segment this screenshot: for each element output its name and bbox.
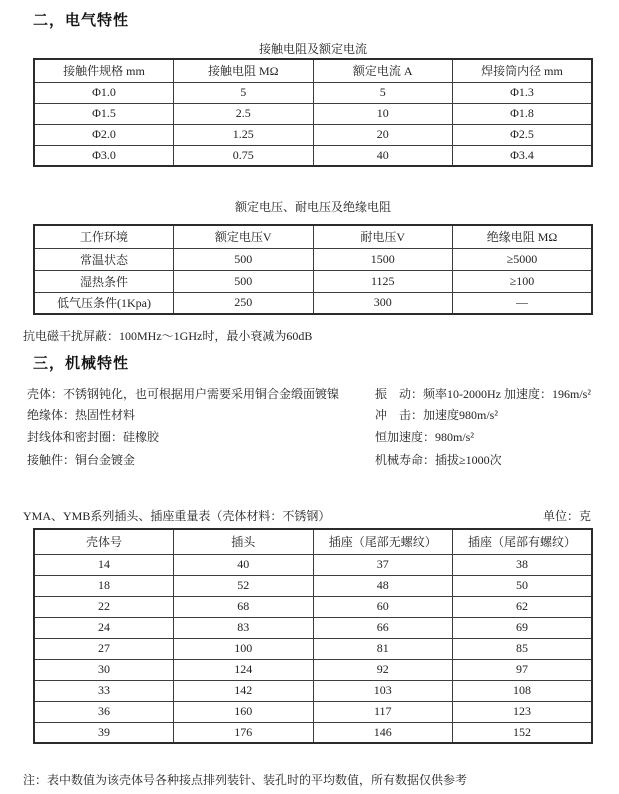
table-row <box>34 145 592 166</box>
weight-table-body <box>34 554 592 743</box>
table-cell: 22 <box>34 596 174 617</box>
table-cell: 低气压条件(1Kpa) <box>34 292 174 314</box>
table-cell: 52 <box>174 575 314 596</box>
table-row <box>34 82 592 103</box>
table-cell: 85 <box>453 638 593 659</box>
table-header-row <box>34 529 592 554</box>
voltage-insulation-table-body <box>34 248 592 314</box>
unit-label: 单位：克 <box>542 509 591 523</box>
voltage-table-caption: 额定电压、耐电压及绝缘电阻 <box>234 200 391 214</box>
table-cell: 30 <box>34 659 174 680</box>
table-cell: 176 <box>174 722 314 743</box>
table-cell: Φ1.3 <box>453 82 593 103</box>
table-cell: ≥100 <box>453 270 593 292</box>
table-cell: 124 <box>174 659 314 680</box>
table-cell: Φ1.5 <box>34 103 174 124</box>
table-header-row <box>34 225 592 248</box>
table-cell: 27 <box>34 638 174 659</box>
table-cell: 500 <box>174 270 314 292</box>
header-cell: 耐电压V <box>313 225 453 248</box>
table-cell: 40 <box>174 554 314 575</box>
table-row <box>34 722 592 743</box>
spec-line: 恒加速度：980m/s² <box>375 430 474 444</box>
table-row <box>34 292 592 314</box>
table-row <box>34 575 592 596</box>
header-cell: 插座（尾部无螺纹） <box>313 529 453 554</box>
table-cell: 24 <box>34 617 174 638</box>
spec-line: 壳体：不锈钢钝化，也可根据用户需要采用铜合金缎面镀镍 <box>27 387 340 401</box>
table-row <box>34 680 592 701</box>
header-cell: 额定电流 A <box>313 59 453 82</box>
voltage-insulation-table <box>33 224 593 315</box>
header-cell: 绝缘电阻 MΩ <box>453 225 593 248</box>
spec-line: 冲 击：加速度980m/s² <box>375 408 498 422</box>
header-cell: 接触电阻 MΩ <box>174 59 314 82</box>
header-cell: 插头 <box>174 529 314 554</box>
spec-line: 机械寿命：插拔≥1000次 <box>375 453 502 467</box>
contact-resistance-table <box>33 58 593 167</box>
spec-line: 封线体和密封圈：硅橡胶 <box>27 430 160 444</box>
table-cell: Φ1.8 <box>453 103 593 124</box>
table-row <box>34 248 592 270</box>
header-cell: 工作环境 <box>34 225 174 248</box>
table-cell: — <box>453 292 593 314</box>
table-cell: 48 <box>313 575 453 596</box>
table-cell: 37 <box>313 554 453 575</box>
table-cell: Φ3.4 <box>453 145 593 166</box>
table-row <box>34 617 592 638</box>
table-cell: 92 <box>313 659 453 680</box>
table-cell: 湿热条件 <box>34 270 174 292</box>
spec-line: 接触件：铜台金镀金 <box>27 453 136 467</box>
header-cell: 焊接筒内径 mm <box>453 59 593 82</box>
table-cell: 103 <box>313 680 453 701</box>
table-row <box>34 659 592 680</box>
section-title-mechanical: 三，机械特性 <box>33 355 130 372</box>
table-cell: ≥5000 <box>453 248 593 270</box>
spec-line: 振 动：频率10-2000Hz 加速度：196m/s² <box>375 387 591 401</box>
table-cell: Φ1.0 <box>34 82 174 103</box>
table-cell: 60 <box>313 596 453 617</box>
table-cell: 20 <box>313 124 453 145</box>
header-cell: 插座（尾部有螺纹） <box>453 529 593 554</box>
table-cell: 160 <box>174 701 314 722</box>
table-cell: 117 <box>313 701 453 722</box>
table-cell: 250 <box>174 292 314 314</box>
table-cell: 5 <box>313 82 453 103</box>
table-row <box>34 270 592 292</box>
contact-resistance-table-body <box>34 82 592 166</box>
table-cell: 1125 <box>313 270 453 292</box>
table-cell: Φ3.0 <box>34 145 174 166</box>
table-row <box>34 638 592 659</box>
table-row <box>34 124 592 145</box>
table-cell: 500 <box>174 248 314 270</box>
material-spec-list <box>27 384 367 470</box>
table-cell: 50 <box>453 575 593 596</box>
header-cell: 额定电压V <box>174 225 314 248</box>
table-cell: 123 <box>453 701 593 722</box>
table-cell: 100 <box>174 638 314 659</box>
table-cell: Φ2.0 <box>34 124 174 145</box>
contact-resistance-table-caption: 接触电阻及额定电流 <box>258 42 367 56</box>
table-row <box>34 103 592 124</box>
table-cell: 40 <box>313 145 453 166</box>
table-cell: 300 <box>313 292 453 314</box>
table-cell: 18 <box>34 575 174 596</box>
emc-shielding-note: 抗电磁干扰屏蔽：100MHz～1GHz时，最小衰减为60dB <box>23 329 313 343</box>
table-cell: 108 <box>453 680 593 701</box>
table-cell: 66 <box>313 617 453 638</box>
table-cell: 5 <box>174 82 314 103</box>
table-row <box>34 554 592 575</box>
spec-line: 绝缘体：热固性材料 <box>27 408 136 422</box>
table-cell: 10 <box>313 103 453 124</box>
table-cell: 常温状态 <box>34 248 174 270</box>
header-cell: 接触件规格 mm <box>34 59 174 82</box>
table-cell: 36 <box>34 701 174 722</box>
table-cell: 68 <box>174 596 314 617</box>
table-cell: 81 <box>313 638 453 659</box>
mechanical-spec-list <box>375 384 610 470</box>
table-cell: 14 <box>34 554 174 575</box>
table-cell: 0.75 <box>174 145 314 166</box>
table-cell: 1500 <box>313 248 453 270</box>
table-cell: 38 <box>453 554 593 575</box>
table-cell: Φ2.5 <box>453 124 593 145</box>
table-cell: 83 <box>174 617 314 638</box>
header-cell: 壳体号 <box>34 529 174 554</box>
weight-table-title: YMA、YMB系列插头、插座重量表（壳体材料：不锈钢） <box>23 509 331 523</box>
table-cell: 2.5 <box>174 103 314 124</box>
table-cell: 142 <box>174 680 314 701</box>
weight-table <box>33 528 593 744</box>
table-cell: 62 <box>453 596 593 617</box>
table-footnote: 注：表中数值为该壳体号各种接点排列装针、装孔时的平均数值，所有数据仅供参考 <box>23 773 468 787</box>
table-cell: 69 <box>453 617 593 638</box>
section-title-electrical: 二，电气特性 <box>33 12 130 29</box>
table-row <box>34 596 592 617</box>
table-row <box>34 701 592 722</box>
table-cell: 146 <box>313 722 453 743</box>
table-cell: 1.25 <box>174 124 314 145</box>
table-cell: 33 <box>34 680 174 701</box>
table-header-row <box>34 59 592 82</box>
table-cell: 97 <box>453 659 593 680</box>
table-cell: 39 <box>34 722 174 743</box>
table-cell: 152 <box>453 722 593 743</box>
